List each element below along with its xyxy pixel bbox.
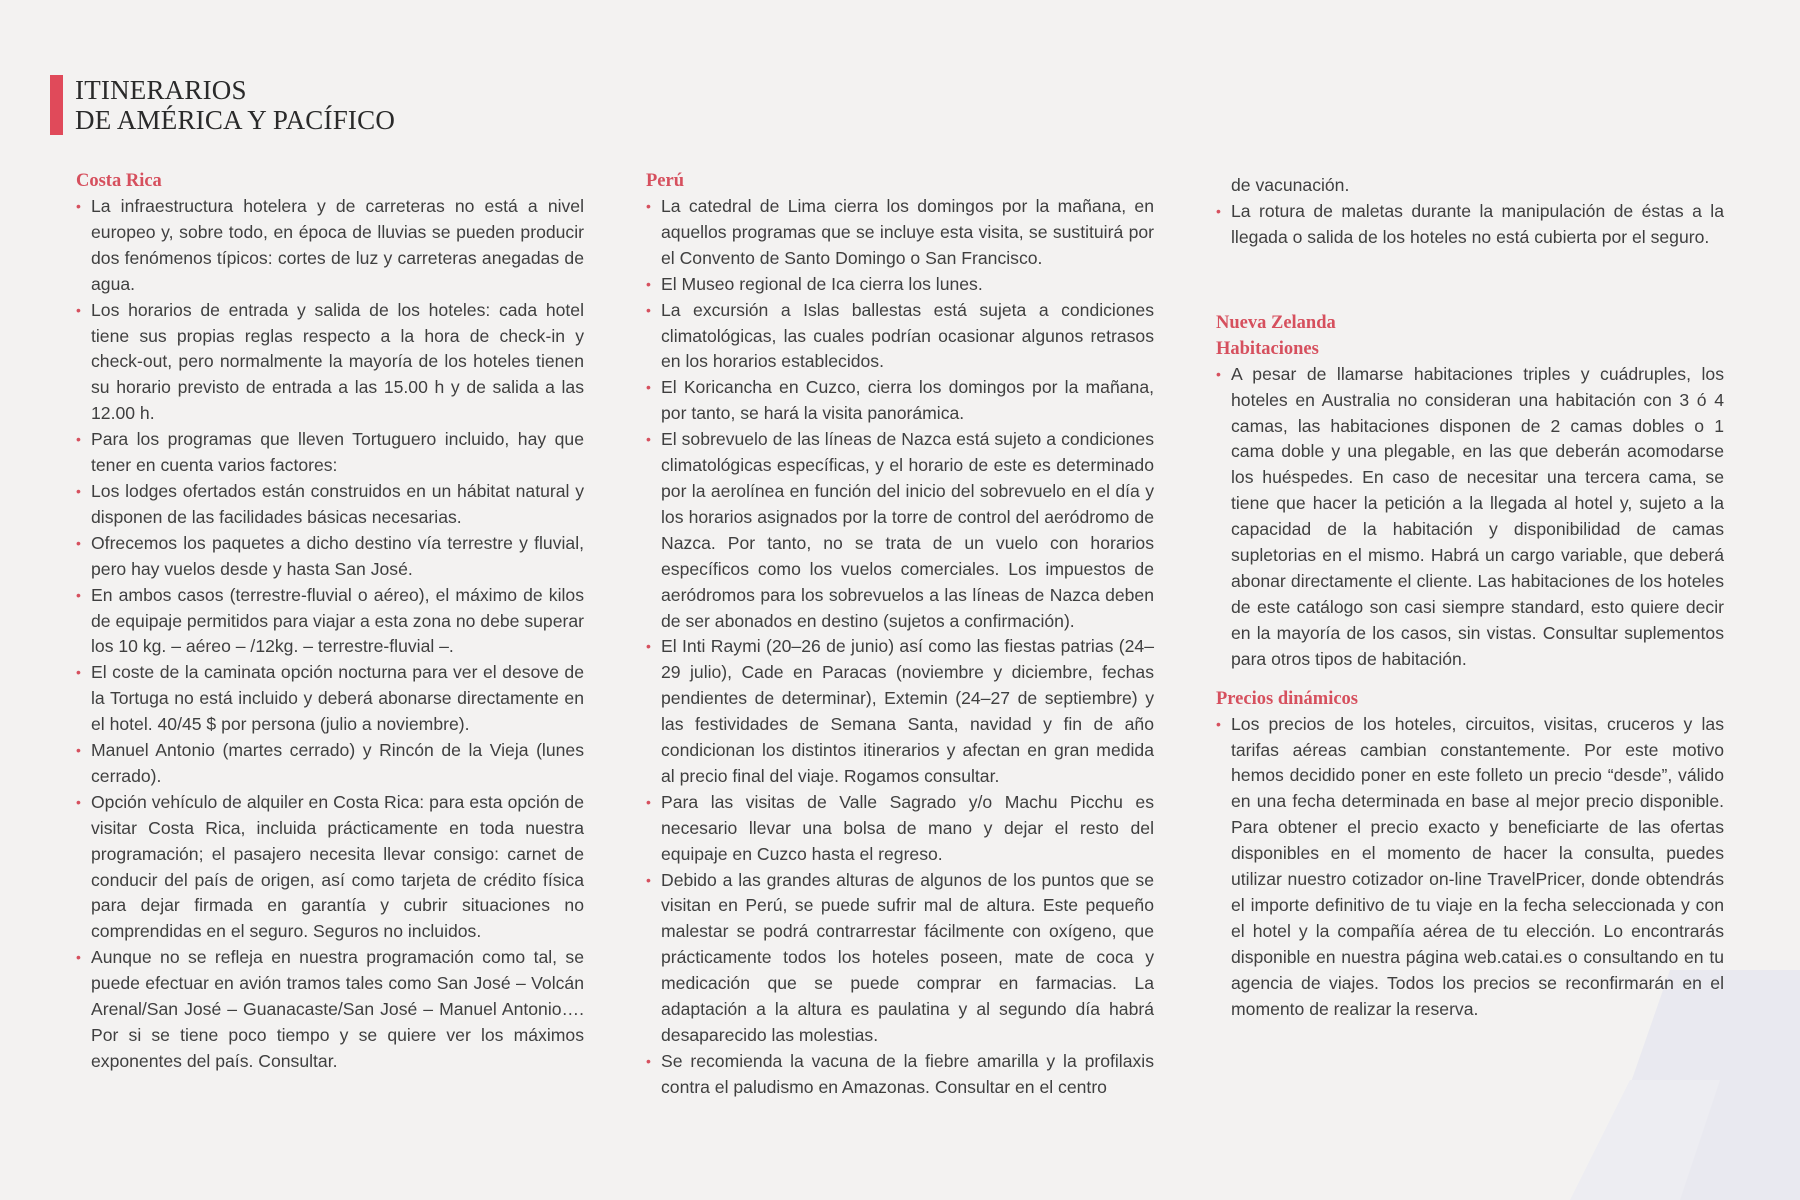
column-costa-rica (76, 168, 584, 1075)
list-item: • El Inti Raymi (20–26 de junio) así como las fiestas patrias (24–29 julio), Cade en Paracas (noviembre y diciembre, fechas pendientes de determinar), Extemin (24–27 de septiembre) y las festividades de Semana Santa, navidad y fin de año condicionan los distintos itinerarios y afectan en gran medida al precio final del viaje. Rogamos consultar. (646, 634, 1154, 789)
list-item: • Aunque no se refleja en nuestra programación como tal, se puede efectuar en avión tramos tales como San José – Volcán Arenal/San José – Guanacaste/San José – Manuel Antonio…. Por si se tiene poco tiempo y se quiere ver los máximos exponentes del país. Consultar. (76, 945, 584, 1075)
list-item: • Debido a las grandes alturas de algunos de los puntos que se visitan en Perú, se puede sufrir mal de altura. Este pequeño malestar se podrá contrarrestar fácilmente con oxígeno, que prácticamente todos los hoteles poseen, mate de coca y medicación que se puede comprar en farmacias. La adaptación a la altura es paulatina y al segundo día habrá desaparecido las molestias. (646, 868, 1154, 1049)
costa-rica-list (76, 194, 584, 1075)
section-title-nueva-zelanda: Nueva Zelanda (1216, 312, 1336, 333)
list-item: • Los lodges ofertados están construidos en un hábitat natural y disponen de las facilidades básicas necesarias. (76, 479, 584, 531)
list-item: • La catedral de Lima cierra los domingos por la mañana, en aquellos programas que se incluye esta visita, se sustituirá por el Convento de Santo Domingo o San Francisco. (646, 194, 1154, 272)
section-title-peru: Perú (646, 171, 685, 191)
list-item: • El Koricancha en Cuzco, cierra los domingos por la mañana, por tanto, se hará la visita panorámica. (646, 375, 1154, 427)
peru-list (646, 194, 1154, 1101)
list-item: • Se recomienda la vacuna de la fiebre amarilla y la profilaxis contra el paludismo en Amazonas. Consultar en el centro (646, 1049, 1154, 1101)
section-title-costa-rica: Costa Rica (76, 171, 162, 191)
precios-list (1216, 712, 1724, 1023)
list-item: • La rotura de maletas durante la manipulación de éstas a la llegada o salida de los hoteles no está cubierta por el seguro. (1216, 199, 1724, 251)
list-item: • Manuel Antonio (martes cerrado) y Rincón de la Vieja (lunes cerrado). (76, 738, 584, 790)
section-subtitle-habitaciones: Habitaciones (1216, 338, 1319, 359)
peru-continued-list (1216, 173, 1724, 251)
list-item: • Ofrecemos los paquetes a dicho destino vía terrestre y fluvial, pero hay vuelos desde y hasta San José. (76, 531, 584, 583)
list-item: • Para los programas que lleven Tortuguero incluido, hay que tener en cuenta varios factores: (76, 427, 584, 479)
page-header (50, 75, 395, 135)
column-nueva-zelanda (1216, 173, 1724, 1022)
list-item: • Opción vehículo de alquiler en Costa Rica: para esta opción de visitar Costa Rica, incluida prácticamente en toda nuestra programación; el pasajero necesita llevar consigo: carnet de conducir del país de origen, así como tarjeta de crédito física para dejar firmada en garantía y cubrir situaciones no comprendidas en el seguro. Seguros no incluidos. (76, 790, 584, 945)
list-item: • El sobrevuelo de las líneas de Nazca está sujeto a condiciones climatológicas específicas, y el horario de este es determinado por la aerolínea en función del inicio del sobrevuelo en el día y los horarios asignados por la torre de control del aeródromo de Nazca. Por tanto, no se trata de un vuelo con horarios específicos como los vuelos comerciales. Los impuestos de aeródromos para los sobrevuelos a las líneas de Nazca deben de ser abonados en destino (sujetos a confirmación). (646, 427, 1154, 634)
list-item: • La infraestructura hotelera y de carreteras no está a nivel europeo y, sobre todo, en época de lluvias se pueden producir dos fenómenos típicos: cortes de luz y carreteras anegadas de agua. (76, 194, 584, 298)
title-line-1: ITINERARIOS (75, 75, 247, 105)
list-item: • Los horarios de entrada y salida de los hoteles: cada hotel tiene sus propias reglas respecto a la hora de check-in y check-out, pero normalmente la mayoría de los hoteles tienen su horario previsto de entrada a las 15.00 h y de salida a las 12.00 h. (76, 298, 584, 428)
title-line-2: DE AMÉRICA Y PACÍFICO (75, 105, 396, 135)
column-peru (646, 168, 1154, 1101)
list-item: • Para las visitas de Valle Sagrado y/o Machu Picchu es necesario llevar una bolsa de mano y dejar el resto del equipaje en Cuzco hasta el regreso. (646, 790, 1154, 868)
habitaciones-list (1216, 362, 1724, 673)
header-accent-bar (50, 75, 63, 135)
page-title (75, 75, 395, 135)
list-item-continuation: de vacunación. (1231, 175, 1350, 195)
list-item: • En ambos casos (terrestre-fluvial o aéreo), el máximo de kilos de equipaje permitidos para viajar a esta zona no debe superar los 10 kg. – aéreo – /12kg. – terrestre-fluvial –. (76, 583, 584, 661)
list-item: • El Museo regional de Ica cierra los lunes. (646, 272, 1154, 298)
list-item: • El coste de la caminata opción nocturna para ver el desove de la Tortuga no está incluido y deberá abonarse directamente en el hotel. 40/45 $ por persona (julio a noviembre). (76, 660, 584, 738)
list-item: • Los precios de los hoteles, circuitos, visitas, cruceros y las tarifas aéreas cambian constantemente. Por este motivo hemos decidido poner en este folleto un precio “desde”, válido en una fecha determinada en base al mejor precio disponible. Para obtener el precio exacto y beneficiarte de las ofertas disponibles en el momento de hacer la consulta, puedes utilizar nuestro cotizador on-line TravelPricer, donde obtendrás el importe definitivo de tu viaje en la fecha seleccionada y con el hotel y la compañía aérea de tu elección. Lo encontrarás disponible en nuestra página web.catai.es o consultando en tu agencia de viajes. Todos los precios se reconfirmarán en el momento de realizar la reserva. (1216, 712, 1724, 1023)
list-item: • La excursión a Islas ballestas está sujeta a condiciones climatológicas, las cuales podrían ocasionar algunos retrasos en los horarios establecidos. (646, 298, 1154, 376)
list-item: • A pesar de llamarse habitaciones triples y cuádruples, los hoteles en Australia no consideran una habitación con 3 ó 4 camas, las habitaciones disponen de 2 camas dobles o 1 cama doble y una plegable, en las que deberán acomodarse los huéspedes. En caso de necesitar una tercera cama, se tiene que hacer la petición a la llegada al hotel y, sujeto a la capacidad de la habitación y disponibilidad de camas supletorias en el mismo. Habrá un cargo variable, que deberá abonar directamente el cliente. Las habitaciones de los hoteles de este catálogo son casi siempre standard, esto quiere decir en la mayoría de los casos, sin vistas. Consultar suplementos para otros tipos de habitación. (1216, 362, 1724, 673)
section-title-precios-dinamicos: Precios dinámicos (1216, 688, 1358, 709)
